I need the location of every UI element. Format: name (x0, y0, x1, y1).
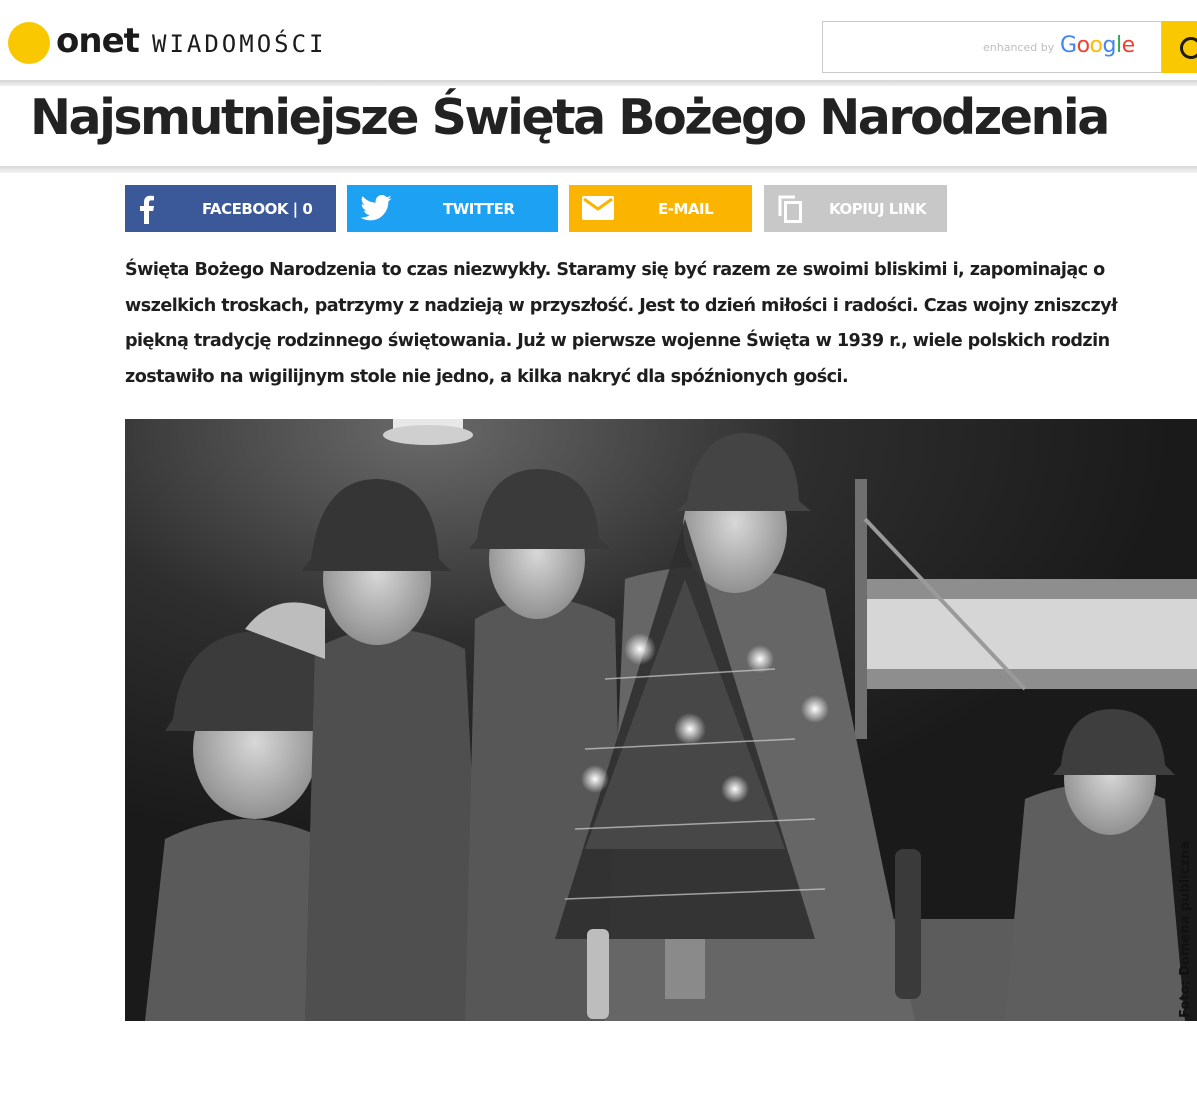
copy-link-label: KOPIUJ LINK (829, 200, 927, 218)
search-button[interactable] (1162, 21, 1197, 73)
copy-link-button[interactable] (764, 185, 947, 232)
photo-illustration (125, 419, 1197, 1021)
google-letter: g (1102, 33, 1116, 58)
enhanced-by-label: enhanced by (983, 41, 1055, 54)
title-divider (0, 166, 1197, 173)
google-letter: o (1076, 33, 1090, 58)
title-band (0, 86, 1197, 168)
copy-icon (777, 194, 803, 224)
facebook-share-button[interactable] (125, 185, 336, 232)
onet-logo-text[interactable]: onet (56, 21, 139, 61)
google-letter: G (1060, 33, 1077, 58)
facebook-share-label: FACEBOOK | 0 (202, 200, 313, 218)
article-photo[interactable] (125, 419, 1197, 1021)
photo-credit: Foto: Domena publiczna (1178, 841, 1193, 1018)
onet-logo-dot[interactable] (8, 22, 50, 64)
email-share-button[interactable] (569, 185, 752, 232)
facebook-icon (137, 194, 155, 224)
top-bar (0, 0, 1197, 84)
twitter-share-button[interactable] (347, 185, 558, 232)
google-letter: e (1121, 33, 1135, 58)
email-share-label: E-MAIL (658, 200, 714, 218)
search-input[interactable] (822, 21, 1162, 73)
mail-icon (582, 196, 614, 220)
section-name[interactable]: WIADOMOŚCI (152, 30, 327, 58)
article-lead: Święta Bożego Narodzenia to czas niezwykły. Staramy się być razem ze swoimi bliskimi i, zapominając o wszelkich troskach, patrzymy z nadzieją w przyszłość. Jest to dzień miłości i radości. Czas wojny zniszczył piękną tradycję rodzinnego świętowania. Już w pierwsze wojenne Święta w 1939 r., wiele polskich rodzin zostawiło na wigilijnym stole nie jedno, a kilka nakryć dla spóźnionych gości. (125, 260, 1118, 387)
google-letter: l (1115, 33, 1122, 58)
google-letter: o (1089, 33, 1103, 58)
google-logo (1060, 33, 1135, 58)
twitter-share-label: TWITTER (443, 200, 515, 218)
twitter-icon (360, 195, 392, 221)
article-title: Najsmutniejsze Święta Bożego Narodzenia (30, 89, 1108, 146)
search-icon (1180, 37, 1197, 59)
